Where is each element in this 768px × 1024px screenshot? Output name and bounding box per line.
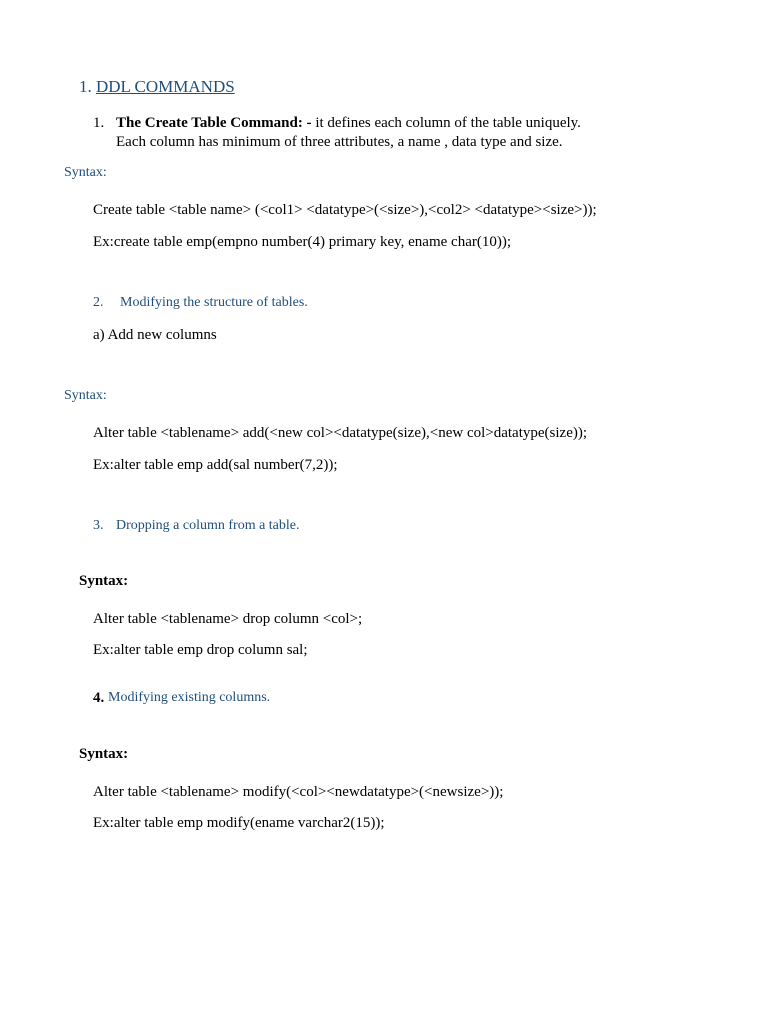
item-1-line xyxy=(116,114,581,132)
item-2-number: 2. xyxy=(93,295,104,310)
item-2-sub: a) Add new columns xyxy=(93,327,217,343)
section-number: 1. xyxy=(79,77,92,96)
syntax-label-2: Syntax: xyxy=(64,388,107,403)
item-1-text-2: Each column has minimum of three attributes, a name , data type and size. xyxy=(116,134,563,150)
syntax-code-4: Alter table <tablename> modify(<col><newdatatype>(<newsize>)); xyxy=(93,784,504,800)
item-4-title: Modifying existing columns. xyxy=(108,690,271,705)
example-2: Ex:alter table emp add(sal number(7,2)); xyxy=(93,457,338,473)
section-heading xyxy=(79,77,235,97)
example-1: Ex:create table emp(empno number(4) primary key, ename char(10)); xyxy=(93,234,512,250)
item-1-title: The Create Table Command: - xyxy=(116,115,312,131)
syntax-code-2: Alter table <tablename> add(<new col><datatype(size),<new col>datatype(size)); xyxy=(93,425,588,441)
example-3: Ex:alter table emp drop column sal; xyxy=(93,642,308,658)
item-2-title: Modifying the structure of tables. xyxy=(120,295,308,310)
item-3-title: Dropping a column from a table. xyxy=(116,518,300,533)
syntax-label-3: Syntax: xyxy=(79,573,129,589)
example-4: Ex:alter table emp modify(ename varchar2(15)); xyxy=(93,815,385,831)
item-4-number: 4. xyxy=(93,690,105,706)
syntax-label-1: Syntax: xyxy=(64,165,107,180)
syntax-code-3: Alter table <tablename> drop column <col>; xyxy=(93,611,363,627)
item-1-number: 1. xyxy=(93,115,105,131)
item-3-number: 3. xyxy=(93,518,104,533)
item-1-text: it defines each column of the table uniquely. xyxy=(311,115,581,131)
syntax-code-1: Create table <table name> (<col1> <datatype>(<size>),<col2> <datatype><size>)); xyxy=(93,202,597,218)
section-title: DDL COMMANDS xyxy=(96,77,235,96)
syntax-label-4: Syntax: xyxy=(79,746,129,762)
